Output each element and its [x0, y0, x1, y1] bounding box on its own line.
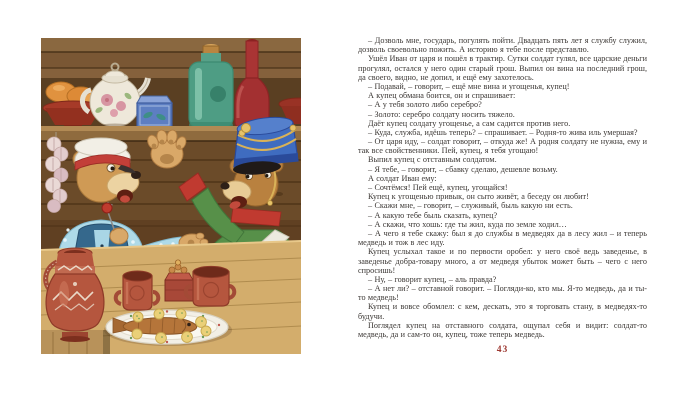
paragraph: – А чего я тебе скажу: был я до службы в медведях да в лесу жил – и теперь медведь и тож в лес иду. — [358, 228, 647, 248]
paragraph: Купец услыхал такое и по первости оробел: у него своё ведь заведенье, в заведенье добра-товару много, а от медведя убыток может быть – чего с него спросишь! — [358, 247, 647, 275]
text-page — [358, 36, 647, 355]
paragraph: – Подавай, – говорит, – ещё мне вина и угощенья, купец! — [368, 81, 570, 91]
paragraph: – Дозволь мне, государь, погулять пойти. Двадцать пять лет я службу служил, дозволь своевольно пожить. А историю я тебе после представлю. — [358, 36, 647, 55]
mug-right — [186, 266, 235, 306]
patterned-box — [137, 96, 172, 128]
paragraph: – А нет ли? – отставной говорит. – Погляди-ко, кто мы. Я-то медведь, да и ты-то медведь! — [358, 284, 647, 303]
paragraph: Купец к угощенью привык, он сыто живёт, а беседу он любит! — [368, 192, 589, 202]
paragraph: Купец и вовсе обомлел: с кем, дескать, это я торговать стану, в медведях-то будучи. — [358, 302, 647, 321]
paragraph: – Я тебе, – говорит, – сбавку сделаю, дешевле возьму. — [368, 164, 558, 174]
paragraph: – Ну, – говорит купец, – аль правда? — [368, 274, 497, 284]
tavern-bears-illustration — [41, 38, 301, 354]
paragraph: А купец обмана боится, он и спрашивает: — [368, 91, 516, 101]
paragraph: – Сочтёмся! Пей ещё, купец, угощайся! — [368, 183, 508, 192]
paragraph: Даёт купец солдату угощенье, а сам садится против него. — [368, 118, 571, 128]
paragraph: А солдат Иван ему: — [368, 173, 437, 183]
page-number: 43 — [496, 344, 509, 356]
paragraph: – Куда, служба, идёшь теперь? – спрашивает. – Родня-то жива иль умершая? — [368, 127, 638, 137]
paragraph: – От царя иду, – солдат говорит, – откуда же! А родня солдату не нужна, ему и так все свойственники. Пей, купец, я тебя угощаю! — [358, 137, 647, 156]
paragraph: – Скажи мне, – говорит, – служивый, быль какую ни есть. — [368, 201, 573, 211]
story-text — [358, 36, 647, 339]
paragraph: Выпил купец с отставным солдатом. — [368, 155, 497, 165]
paragraph: – А какую тебе быль сказать, купец? — [368, 210, 498, 220]
paragraph: – А скажи, что хошь: где ты жил, куда по земле ходил… — [368, 219, 567, 229]
paragraph: – А у тебя золото либо серебро? — [368, 100, 482, 110]
paragraph: – Золото: серебро солдату носить тяжело. — [368, 109, 515, 119]
paragraph: Ушёл Иван от царя и пошёл в трактир. Сутки солдат гулял, все царские деньги прогулял, остался у него один старый грош. Выпил он вина на последний грош, да своего, видно, не допил, и ещё ему захотелось. — [358, 54, 647, 82]
paragraph: Поглядел купец на отставного солдата, ощупал себя и видит: солдат-то медведь, да и сам-то он, купец, тоже теперь медведь. — [358, 320, 647, 339]
